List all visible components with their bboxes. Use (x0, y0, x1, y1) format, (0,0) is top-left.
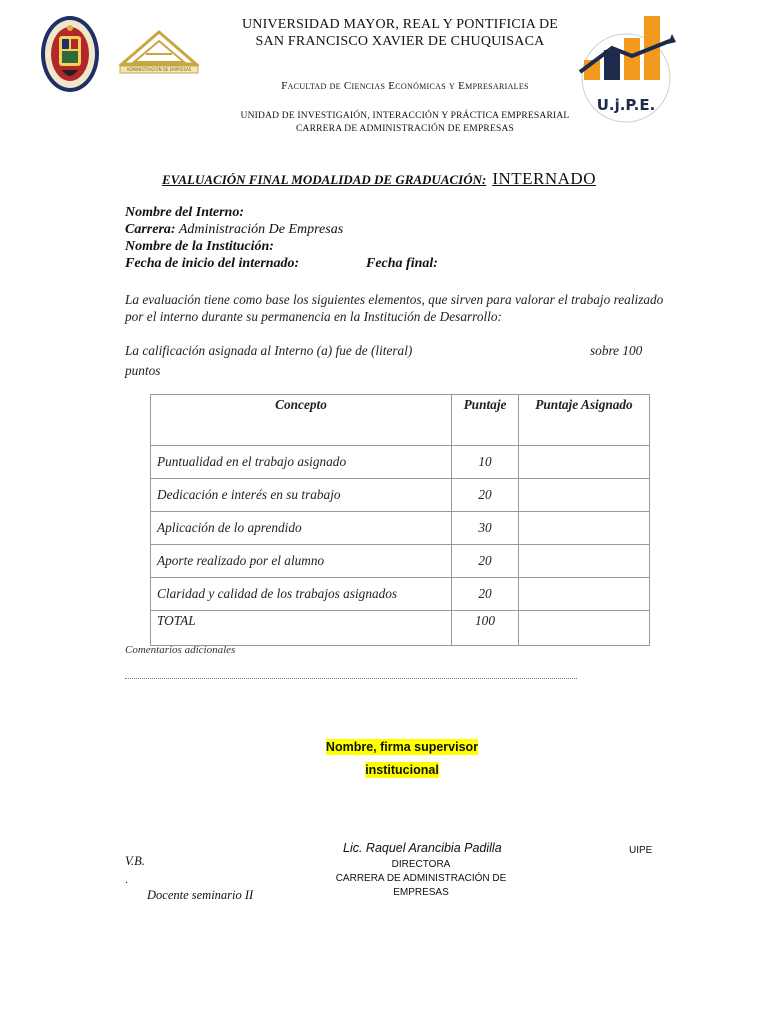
row-assigned-score-cell[interactable] (519, 545, 650, 578)
row-score: 20 (452, 479, 519, 512)
total-score: 100 (452, 611, 519, 646)
director-dept-line-1: CARRERA DE ADMINISTRACIÓN DE (335, 873, 507, 884)
university-name (200, 16, 600, 50)
supervisor-signature-block (300, 735, 504, 781)
director-dept-line-2: EMPRESAS (393, 887, 449, 898)
vb-label: V.B. (125, 854, 145, 868)
supervisor-line-2: institucional (365, 763, 439, 777)
career-label: Carrera: (125, 222, 176, 237)
document-title (162, 169, 596, 189)
evaluation-table (150, 394, 650, 646)
row-concept: Claridad y calidad de los trabajos asignados (151, 578, 452, 611)
unit-name (200, 110, 610, 136)
row-assigned-score-cell[interactable] (519, 512, 650, 545)
uipe-label: UIPE (629, 845, 653, 856)
supervisor-line-1: Nombre, firma supervisor (325, 740, 479, 754)
unit-line-1: UNIDAD DE INVESTIGAIÓN, INTERACCIÓN Y PRÁCTICA EMPRESARIAL (240, 111, 570, 121)
row-assigned-score-cell[interactable] (519, 578, 650, 611)
faculty-name: Facultad de Ciencias Económicas y Empresariales (281, 80, 529, 92)
header-concept: Concepto (151, 395, 452, 446)
start-date-label: Fecha de inicio del internado: (125, 256, 300, 271)
table-row (151, 545, 650, 578)
university-line-2: SAN FRANCISCO XAVIER DE CHUQUISACA (255, 34, 545, 49)
row-assigned-score-cell[interactable] (519, 446, 650, 479)
career-value: Administración De Empresas (178, 222, 344, 237)
table-total-row (151, 611, 650, 646)
teacher-label: Docente seminario II (147, 888, 254, 902)
header-assigned-score: Puntaje Asignado (519, 395, 650, 446)
header-score: Puntaje (452, 395, 519, 446)
start-date-row (125, 256, 299, 272)
grade-sentence: La calificación asignada al Interno (a) fue de (literal) (125, 343, 413, 358)
row-score: 30 (452, 512, 519, 545)
grade-over: sobre 100 (590, 343, 643, 358)
row-assigned-score-cell[interactable] (519, 479, 650, 512)
director-name: Lic. Raquel Arancibia Padilla (343, 841, 502, 855)
row-score: 10 (452, 446, 519, 479)
career-row (125, 222, 343, 238)
university-line-1: UNIVERSIDAD MAYOR, REAL Y PONTIFICIA DE (241, 17, 559, 32)
institution-row (125, 239, 274, 255)
institution-label: Nombre de la Institución: (125, 239, 274, 254)
total-assigned-score-cell[interactable] (519, 611, 650, 646)
row-concept: Puntualidad en el trabajo asignado (151, 446, 452, 479)
vb-dot: . (125, 872, 128, 886)
unit-line-2: CARRERA DE ADMINISTRACIÓN DE EMPRESAS (295, 124, 514, 134)
end-date-row (366, 256, 438, 272)
end-date-label: Fecha final: (366, 256, 438, 271)
table-row (151, 479, 650, 512)
total-label: TOTAL (151, 611, 452, 646)
administracion-logo-label: ADMINISTRACIÓN DE EMPRESAS (126, 67, 192, 72)
administracion-logo (118, 28, 200, 76)
uipe-logo-text: U.j.P.E. (596, 96, 656, 114)
title-modality: INTERNADO (492, 169, 596, 188)
table-row (151, 446, 650, 479)
row-concept: Aporte realizado por el alumno (151, 545, 452, 578)
table-row (151, 578, 650, 611)
row-score: 20 (452, 578, 519, 611)
row-score: 20 (452, 545, 519, 578)
title-prefix: EVALUACIÓN FINAL MODALIDAD DE GRADUACIÓN: (162, 172, 487, 187)
director-title: DIRECTORA (391, 859, 451, 870)
row-concept: Aplicación de lo aprendido (151, 512, 452, 545)
comments-label: Comentarios adicionales (125, 644, 236, 656)
row-concept: Dedicación e interés en su trabajo (151, 479, 452, 512)
intern-name-label: Nombre del Interno: (125, 205, 244, 220)
intern-name-row (125, 205, 244, 221)
comments-line[interactable] (125, 678, 577, 679)
university-seal-logo (40, 14, 100, 94)
table-row (151, 512, 650, 545)
grade-points: puntos (125, 363, 161, 378)
intro-paragraph: La evaluación tiene como base los siguientes elementos, que sirven para valorar el trabajo realizado por el interno durante su permanencia en la Institución de Desarrollo: (125, 292, 664, 324)
table-header-row (151, 395, 650, 446)
